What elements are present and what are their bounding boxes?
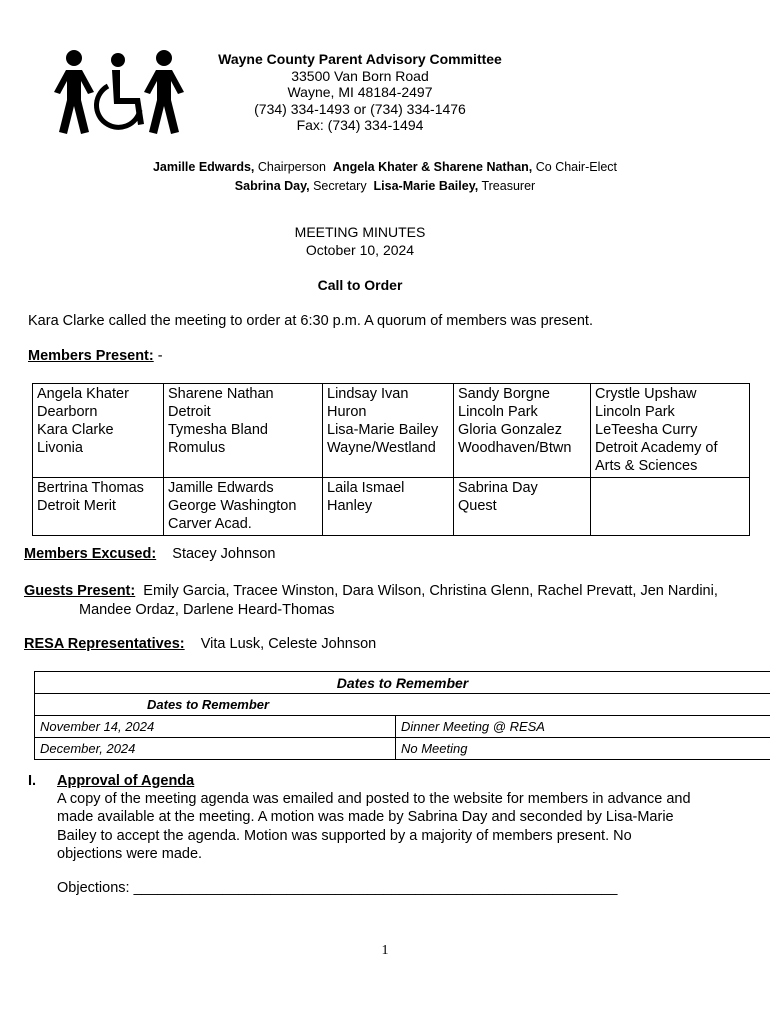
- cochair-role: Co Chair-Elect: [532, 160, 618, 174]
- member-cell-line: Detroit Merit: [37, 498, 116, 514]
- members-excused: [24, 546, 275, 562]
- member-cell-line: Wayne/Westland: [327, 440, 436, 456]
- chair-role: Chairperson: [254, 160, 326, 174]
- call-to-order-heading: Call to Order: [317, 277, 403, 293]
- member-cell: [591, 384, 750, 478]
- section-line: Bailey to accept the agenda. Motion was supported by a majority of members present. No: [57, 827, 632, 844]
- section-body: [57, 790, 728, 863]
- member-cell-line: Arts & Sciences: [595, 458, 698, 474]
- parent-advisory-logo: [52, 48, 192, 138]
- section-line: A copy of the meeting agenda was emailed and posted to the website for members in advance and: [57, 791, 691, 808]
- treasurer-name: Lisa-Marie Bailey,: [373, 179, 479, 193]
- secretary-name: Sabrina Day,: [234, 179, 310, 193]
- member-cell: [454, 478, 591, 536]
- chair-name: Jamille Edwards,: [152, 160, 255, 174]
- member-cell-line: Lincoln Park: [595, 404, 675, 420]
- event-cell: Dinner Meeting @ RESA: [396, 716, 770, 738]
- member-cell: [33, 384, 164, 478]
- member-cell-line: Bertrina Thomas: [37, 480, 144, 496]
- date-cell: November 14, 2024: [35, 716, 396, 738]
- section-heading: Approval of Agenda: [57, 773, 195, 789]
- member-cell: [323, 478, 454, 536]
- member-cell-line: Jamille Edwards: [168, 480, 274, 496]
- section-approval-of-agenda: [28, 772, 728, 863]
- member-cell: [454, 384, 591, 478]
- section-number: I.: [28, 773, 37, 789]
- guests-present: [24, 582, 760, 619]
- address-line: 33500 Van Born Road: [291, 67, 429, 84]
- member-cell-line: Kara Clarke: [37, 422, 114, 438]
- dates-table-title: Dates to Remember: [35, 672, 770, 694]
- member-cell: [164, 384, 323, 478]
- member-cell-line: Lindsay Ivan: [327, 386, 409, 402]
- member-cell-line: Hanley: [327, 498, 373, 514]
- member-cell: [164, 478, 323, 536]
- table-row: [35, 738, 770, 760]
- member-cell-line: Laila Ismael: [327, 480, 405, 496]
- resa-representatives: [24, 636, 376, 652]
- member-cell-line: Carver Acad.: [168, 516, 252, 532]
- member-cell-line: Quest: [458, 498, 497, 514]
- guests-names-line2: Mandee Ordaz, Darlene Heard-Thomas: [79, 601, 335, 618]
- phone-line: (734) 334-1493 or (734) 334-1476: [254, 100, 466, 117]
- member-cell-line: Sharene Nathan: [168, 386, 274, 402]
- secretary-role: Secretary: [309, 179, 367, 193]
- dates-table-subtitle: Dates to Remember: [35, 694, 770, 716]
- member-cell-line: Woodhaven/Btwn: [458, 440, 572, 456]
- member-cell-line: Romulus: [168, 440, 226, 456]
- member-cell-line: Dearborn: [37, 404, 98, 420]
- objections-line: Objections: ____________________________________________________________: [57, 880, 618, 896]
- member-cell: [591, 478, 750, 536]
- meeting-date: October 10, 2024: [305, 241, 415, 258]
- member-cell-line: LeTeesha Curry: [595, 422, 698, 438]
- guests-names-line1: Emily Garcia, Tracee Winston, Dara Wilson, Christina Glenn, Rachel Prevatt, Jen Nardini,: [143, 583, 718, 599]
- city-line: Wayne, MI 48184-2497: [287, 84, 433, 100]
- member-cell: [323, 384, 454, 478]
- dates-to-remember-table: [34, 671, 770, 760]
- member-cell-line: Tymesha Bland: [168, 422, 268, 438]
- officers-list: [90, 158, 680, 196]
- section-line: objections were made.: [57, 845, 203, 862]
- member-cell: [33, 478, 164, 536]
- organization-name: Wayne County Parent Advisory Committee: [218, 51, 502, 67]
- member-cell-line: Sabrina Day: [458, 480, 538, 496]
- member-cell-line: Detroit: [168, 404, 211, 420]
- table-row: [33, 384, 750, 478]
- member-cell-line: Livonia: [37, 440, 83, 456]
- minutes-title-block: [200, 224, 520, 259]
- resa-names: Vita Lusk, Celeste Johnson: [200, 636, 377, 652]
- letterhead: [200, 51, 520, 134]
- member-cell-line: Sandy Borgne: [458, 386, 550, 402]
- excused-names: Stacey Johnson: [172, 546, 276, 562]
- table-row: [35, 716, 770, 738]
- section-line: made available at the meeting. A motion was made by Sabrina Day and seconded by Lisa-Marie: [57, 809, 674, 826]
- event-cell: No Meeting: [396, 738, 770, 760]
- member-cell-line: Gloria Gonzalez: [458, 422, 562, 438]
- guests-label: Guests Present:: [24, 583, 136, 599]
- member-cell-line: George Washington: [168, 498, 297, 514]
- opening-paragraph: Kara Clarke called the meeting to order at 6:30 p.m. A quorum of members was present.: [28, 313, 593, 329]
- members-present-suffix: -: [153, 348, 163, 364]
- members-table: [32, 383, 750, 536]
- cochair-names: Angela Khater & Sharene Nathan,: [332, 160, 533, 174]
- member-cell-line: Lincoln Park: [458, 404, 538, 420]
- members-present-heading: [28, 348, 163, 364]
- fax-line: Fax: (734) 334-1494: [296, 117, 424, 133]
- member-cell-line: Lisa-Marie Bailey: [327, 422, 439, 438]
- page-number: 1: [381, 943, 389, 958]
- member-cell-line: Angela Khater: [37, 386, 129, 402]
- minutes-title: MEETING MINUTES: [294, 224, 426, 240]
- member-cell-line: Crystle Upshaw: [595, 386, 697, 402]
- treasurer-role: Treasurer: [478, 179, 536, 193]
- resa-label: RESA Representatives:: [24, 636, 185, 652]
- table-row: [33, 478, 750, 536]
- member-cell-line: Detroit Academy of: [595, 440, 718, 456]
- members-present-label: Members Present:: [28, 348, 154, 364]
- date-cell: December, 2024: [35, 738, 396, 760]
- excused-label: Members Excused:: [24, 546, 157, 562]
- member-cell-line: Huron: [327, 404, 367, 420]
